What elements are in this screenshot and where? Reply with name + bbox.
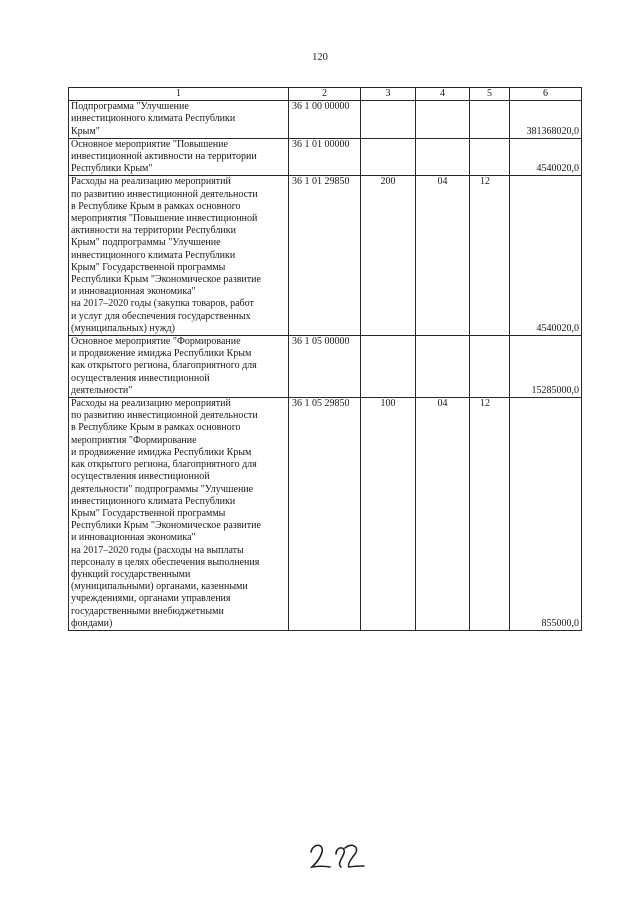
row-col5	[470, 336, 510, 398]
handwritten-mark-icon	[308, 840, 366, 870]
row-description-cell	[69, 176, 289, 336]
row-col4	[416, 101, 470, 139]
row-col3: 100	[361, 398, 416, 631]
row-col4	[416, 138, 470, 176]
row-description: Основное мероприятие "Повышение инвестиционной активности на территории Республики Крым"	[71, 138, 257, 175]
row-amount: 381368020,0	[510, 101, 582, 139]
table-row	[69, 176, 582, 336]
handwritten-page-mark	[308, 840, 366, 870]
row-amount: 15285000,0	[510, 336, 582, 398]
table-row	[69, 138, 582, 176]
row-col5	[470, 138, 510, 176]
column-header: 2	[289, 88, 361, 101]
row-code: 36 1 00 00000	[289, 101, 361, 139]
row-col4: 04	[416, 176, 470, 336]
row-col3	[361, 336, 416, 398]
budget-table	[68, 87, 582, 631]
row-description-cell	[69, 138, 289, 176]
table-row	[69, 336, 582, 398]
row-amount: 855000,0	[510, 398, 582, 631]
row-col5	[470, 101, 510, 139]
row-amount: 4540020,0	[510, 138, 582, 176]
column-header: 5	[470, 88, 510, 101]
row-description-cell	[69, 101, 289, 139]
row-description-cell	[69, 336, 289, 398]
row-description: Расходы на реализацию мероприятий по развитию инвестиционной деятельности в Республике Крым в рамках основного мероприятия "Формирование и продвижение имиджа Республики Крым как открытого региона, благоприятного для осуществления инвестиционной деятельности" подпрограммы "Улучшение инвестиционного климата Республики Крым" Государственной программы Республики Крым "Экономическое развитие и инновационная экономика" на 2017–2020 годы (расходы на выплаты персоналу в целях обеспечения выполнения функций государственными (муниципальными) органами, казенными учреждениями, органами управления государственными внебюджетными фондами)	[71, 398, 261, 629]
row-code: 36 1 01 00000	[289, 138, 361, 176]
row-code: 36 1 01 29850	[289, 176, 361, 336]
row-col5: 12	[470, 176, 510, 336]
row-amount: 4540020,0	[510, 176, 582, 336]
column-header: 4	[416, 88, 470, 101]
row-col3: 200	[361, 176, 416, 336]
row-col3	[361, 101, 416, 139]
table-header-row	[69, 88, 582, 101]
row-col5: 12	[470, 398, 510, 631]
table-row	[69, 101, 582, 139]
row-col4	[416, 336, 470, 398]
row-description-cell	[69, 398, 289, 631]
page-number: 120	[312, 52, 328, 63]
column-header: 3	[361, 88, 416, 101]
column-header: 1	[69, 88, 289, 101]
row-description: Основное мероприятие "Формирование и продвижение имиджа Республики Крым как открытого региона, благоприятного для осуществления инвестиционной деятельности"	[71, 336, 257, 396]
row-code: 36 1 05 00000	[289, 336, 361, 398]
row-description: Расходы на реализацию мероприятий по развитию инвестиционной деятельности в Республике Крым в рамках основного мероприятия "Повышение инвестиционной активности на территории Республики Крым" подпрограммы "Улучшение инвестиционного климата Республики Крым" Государственной программы Республики Крым "Экономическое развитие и инновационная экономика" на 2017–2020 годы (закупка товаров, работ и услуг для обеспечения государственных (муниципальных) нужд)	[71, 176, 261, 334]
row-col3	[361, 138, 416, 176]
row-col4: 04	[416, 398, 470, 631]
row-code: 36 1 05 29850	[289, 398, 361, 631]
row-description: Подпрограмма "Улучшение инвестиционного климата Республики Крым"	[71, 101, 236, 137]
table-row	[69, 398, 582, 631]
column-header: 6	[510, 88, 582, 101]
